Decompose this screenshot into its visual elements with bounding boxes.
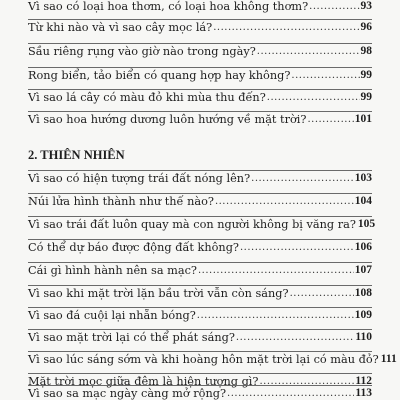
dot-leader [215, 196, 354, 208]
toc-entry [28, 43, 372, 58]
dot-leader [227, 388, 354, 400]
toc-entry-page: 108 [354, 287, 372, 299]
section-heading: 2. THIÊN NHIÊN [28, 148, 125, 162]
toc-entry-page: 101 [354, 113, 372, 125]
toc-entry-page: 99 [360, 69, 372, 81]
toc-entry [28, 285, 372, 300]
toc-entry-title: Núi lửa hình thành như thế nào? [28, 195, 214, 208]
toc-entry-title: Vì sao khi mặt trời lặn bầu trời vẫn còn sáng? [28, 287, 289, 300]
toc-entry-page: 98 [360, 45, 372, 57]
dot-leader [213, 22, 359, 34]
dot-leader [198, 265, 354, 277]
toc-entry-title: Vì sao đá cuội lại nhẵn bóng? [28, 309, 196, 322]
toc-entry [28, 307, 372, 322]
toc-entry-title: Vì sao lá cây có màu đỏ khi mùa thu đến? [28, 91, 266, 104]
toc-entry [28, 89, 372, 104]
toc-entry-page: 96 [360, 21, 372, 33]
toc-entry-page: 106 [354, 241, 372, 253]
toc-entry-page: 105 [357, 218, 376, 230]
dot-leader [197, 310, 354, 322]
toc-entry-page: 103 [354, 172, 372, 184]
dot-leader [236, 332, 354, 344]
toc-entry-page: 99 [360, 91, 372, 103]
toc-entry-page: 112 [355, 375, 372, 387]
dot-leader [309, 1, 359, 13]
toc-entry-title: Vì sao lúc sáng sớm và khi hoàng hôn mặt trời lại có màu đỏ? [28, 353, 379, 366]
toc-entry [28, 193, 372, 208]
dot-leader [240, 242, 354, 254]
dot-leader [290, 288, 354, 300]
toc-entry [28, 19, 372, 34]
toc-entry [28, 111, 372, 126]
toc-entry-page: 107 [354, 264, 372, 276]
toc-entry-page: 113 [355, 387, 372, 399]
toc-entry-page: 109 [354, 309, 372, 321]
toc-entry-title: Rong biển, tảo biển có quang hợp hay không? [28, 69, 291, 82]
toc-entry [28, 262, 372, 277]
toc-entry-title: Vì sao sa mạc ngày càng mở rộng? [28, 387, 227, 400]
toc-entry-page: 104 [354, 195, 372, 207]
toc-entry [28, 67, 372, 82]
dot-leader [251, 173, 354, 185]
dot-leader [267, 92, 360, 104]
toc-entry-title: Vì sao trái đất luôn quay mà con người không bị văng ra? [28, 218, 356, 231]
toc-entry-title: Cái gì hình hành nên sa mạc? [28, 264, 197, 277]
toc-entry [28, 385, 372, 400]
toc-entry [28, 0, 372, 13]
toc-entry-title: Mặt trời mọc giữa đêm là hiện tượng gì? [28, 375, 259, 388]
toc-entry [28, 351, 397, 366]
toc-entry-title: Từ khi nào và vì sao cây mọc lá? [28, 21, 213, 34]
toc-entry-page: 111 [380, 353, 397, 365]
dot-leader [257, 46, 360, 58]
dot-leader [291, 70, 359, 82]
toc-entry-title: Sầu riêng rụng vào giờ nào trong ngày? [28, 45, 256, 58]
dot-leader [307, 114, 353, 126]
toc-entry [28, 170, 372, 185]
toc-entry-title: Vì sao có loại hoa thơm, có loại hoa không thơm? [28, 0, 309, 13]
toc-entry-page: 110 [355, 331, 372, 343]
toc-entry-title: Vì sao hoa hướng dương luôn hướng về mặt trời? [28, 113, 307, 126]
toc-entry [28, 239, 372, 254]
toc-entry-title: Có thể dự báo được động đất không? [28, 241, 239, 254]
toc-entry [28, 329, 372, 344]
toc-entry-title: Vì sao có hiện tượng trái đất nóng lên? [28, 172, 251, 185]
toc-entry-page: 93 [360, 0, 372, 12]
toc-entry [28, 216, 376, 231]
toc-entry-title: Vì sao mặt trời lại có thể phát sáng? [28, 331, 235, 344]
